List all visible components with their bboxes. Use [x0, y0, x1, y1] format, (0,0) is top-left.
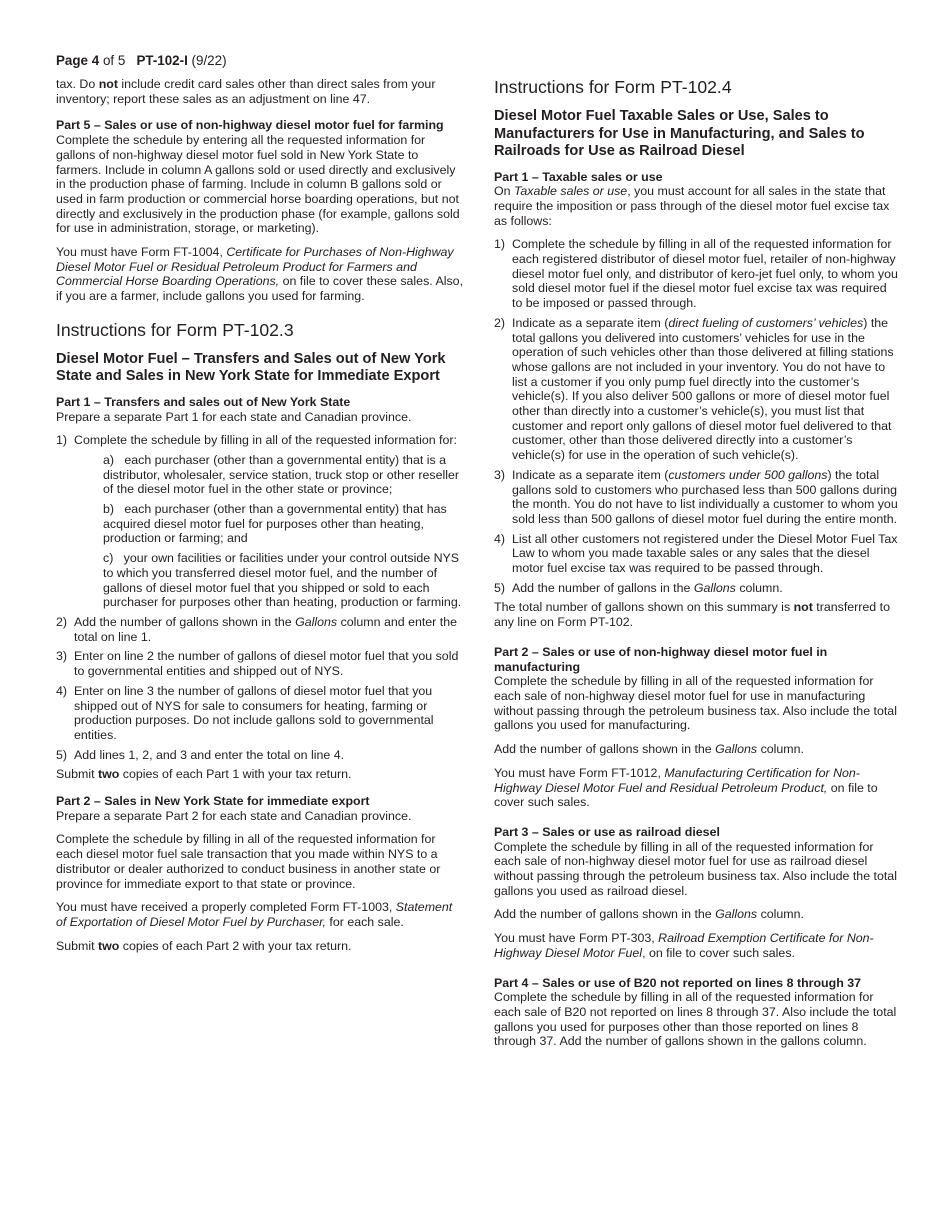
text-run: copies of each Part 1 with your tax return. — [119, 767, 352, 782]
pt1024-part2-paragraph: Complete the schedule by filling in all of the requested information for each sale of non-highway diesel motor fuel for use in manufacturing without passing through the petroleum business tax. Also include the total gallons you used for manufacturing. — [494, 674, 897, 733]
text-run: Add lines 1, 2, and 3 and enter the total on line 4. — [74, 747, 345, 762]
item-number: 3) — [56, 649, 68, 664]
item-text — [512, 316, 894, 462]
pt1023-part1-lead: Prepare a separate Part 1 for each state and Canadian province. — [56, 409, 412, 424]
text-run: Railroad Exemption Certificate for Non-Highway Diesel Motor Fuel — [494, 931, 874, 960]
pt1024-part4-paragraph: Complete the schedule by filling in all of the requested information for each sale of B20 not reported on lines 8 through 37. Also include the total gallons you used for purposes other than those reported on lines 8 through 37. Add the number of gallons shown in the gallons column. — [494, 990, 897, 1049]
text-run: Indicate as a separate item ( — [512, 315, 669, 330]
text-run: Add the number of gallons in the — [512, 580, 694, 595]
text-run: tax. Do — [56, 77, 99, 91]
text-run: two — [98, 767, 120, 782]
numbered-item — [56, 615, 464, 644]
text-run: on file to cover these sales. Also, if you are a farmer, include gallons you used for farming. — [56, 274, 464, 304]
pt1023-part1-list — [56, 433, 464, 762]
pt1024-part3-paragraph: Complete the schedule by filling in all of the requested information for each sale of non-highway diesel motor fuel for use as railroad diesel without passing through the petroleum business tax. Also include the total gallons you used as railroad diesel. — [494, 839, 897, 898]
text-run: Indicate as a separate item ( — [512, 467, 669, 482]
text-run: transferred to any line on Form PT-102. — [494, 600, 890, 630]
sub-item — [88, 453, 464, 497]
sub-item-text: your own facilities or facilities under your control outside NYS to which you transferred diesel motor fuel, and the number of gallons of diesel motor fuel that you shipped or sold to each purchaser for purposes other than heating, production or farming. — [103, 551, 462, 610]
item-number: 5) — [56, 747, 68, 762]
item-text — [512, 581, 783, 595]
pt1024-part1-list — [494, 237, 898, 595]
sub-item-letter: b) — [103, 502, 115, 517]
part5-paragraph: Complete the schedule by entering all the requested information for gallons of non-highway diesel motor fuel sold in New York State to farmers. Include in column A gallons sold or used directly and exclusively in the production phase of farming. Include in column B gallons sold or used in farm production or commercial horse boarding operations, but not directly and exclusively in the production phase (for example, gallons sold for use in administration, storage, or marketing). — [56, 133, 460, 236]
numbered-item — [494, 532, 898, 576]
text-run: Manufacturing Certification for Non-Highway Diesel Motor Fuel and Residual Petroleum Product, — [494, 765, 860, 795]
text-run: Add the number of gallons shown in the — [494, 907, 716, 922]
text-run: column. — [735, 580, 783, 595]
left-column — [56, 77, 464, 962]
text-run: column and enter the total on line 1. — [74, 614, 457, 644]
pt1023-part2-lead: Prepare a separate Part 2 for each state and Canadian province. — [56, 808, 412, 823]
text-run: Statement of Exportation of Diesel Motor Fuel by Purchaser, — [56, 900, 453, 929]
form-date: (9/22) — [191, 53, 227, 68]
text-run: Add the number of gallons shown in the — [494, 742, 716, 757]
text-run: On — [494, 184, 514, 199]
text-run: not — [793, 600, 813, 615]
item-number: 4) — [56, 683, 68, 698]
text-run: for each sale. — [325, 914, 404, 929]
text-run: include credit card sales other than direct sales from your inventory; report these sales as an adjustment on line 47. — [56, 77, 436, 106]
text-run: , on file to cover such sales. — [642, 945, 795, 960]
text-run: You must have Form FT-1004, — [56, 245, 227, 260]
text-run: Complete the schedule by filling in all of the requested information for each registered distributor of diesel motor fuel, retailer of non-highway diesel motor fuel only, and distributor of kero-jet fuel only, to whom you sold diesel motor fuel if the diesel motor fuel excise tax was required to be imposed or passed through. — [512, 237, 898, 311]
text-run: , you must account for all sales in the state that require the imposition or pass through of the diesel motor fuel excise tax as follows: — [494, 184, 890, 228]
instructions-pt1024-title: Instructions for Form PT-102.4 — [494, 77, 732, 97]
text-run: Certificate for Purchases of Non-Highway Diesel Motor Fuel or Residual Petroleum Product for Farmers and Commercial Horse Boarding Operations, — [56, 245, 454, 289]
text-run: two — [98, 938, 120, 953]
item-number: 1) — [56, 433, 68, 448]
instructions-pt1023-title: Instructions for Form PT-102.3 — [56, 319, 294, 340]
text-run: The total number of gallons shown on this summary is — [494, 600, 794, 615]
numbered-item — [56, 684, 464, 743]
text-run: Enter on line 3 the number of gallons of diesel motor fuel that you shipped out of NYS for sale to consumers for heating, farming or production purposes. Do not include gallons sold to governmental entities. — [74, 683, 434, 742]
text-run: not — [98, 77, 118, 91]
numbered-item — [56, 649, 464, 678]
pt1024-part3-form — [494, 931, 898, 960]
numbered-item — [494, 468, 898, 527]
item-text — [74, 433, 457, 447]
item-text — [512, 532, 897, 575]
text-run: You must have received a properly completed Form FT-1003, — [56, 900, 396, 915]
sub-item-text: each purchaser (other than a governmental entity) that is a distributor, wholesaler, service station, truck stop or other reseller of the diesel motor fuel in the other state or province; — [103, 452, 460, 497]
item-text — [74, 684, 434, 742]
pt1024-part2-form — [494, 766, 898, 810]
pt1023-part2-paragraph: Complete the schedule by filling in all of the requested information for each diesel motor fuel sale transaction that you made within NYS to a distributor or dealer authorized to conduct business in another state or province for immediate export to that state or province. — [56, 832, 441, 891]
part5-form-paragraph — [56, 245, 464, 304]
item-number: 2) — [56, 614, 68, 629]
item-number: 4) — [494, 531, 506, 546]
pt1023-part2-submit — [56, 939, 464, 954]
pt1024-part3-heading: Part 3 – Sales or use as railroad diesel — [494, 824, 720, 839]
pt1024-part2-heading: Part 2 – Sales or use of non-highway diesel motor fuel in manufacturing — [494, 644, 828, 674]
sub-item — [88, 502, 464, 546]
pt1024-part4-heading: Part 4 – Sales or use of B20 not reported on lines 8 through 37 — [494, 975, 861, 990]
text-run: ) the total gallons sold to customers who purchased less than 500 gallons during the month. You do not have to list individually a customer to whom you sold less than 500 gallons of diesel motor fuel during the entire month. — [512, 467, 898, 526]
text-run: Gallons — [295, 614, 338, 629]
numbered-item — [494, 316, 898, 463]
text-run: Add the number of gallons shown in the — [74, 614, 296, 629]
text-run: on file to cover such sales. — [494, 780, 878, 810]
part5-heading: Part 5 – Sales or use of non-highway diesel motor fuel for farming — [56, 118, 444, 133]
text-run: Gallons — [693, 580, 736, 595]
instructions-pt1024-subtitle: Diesel Motor Fuel Taxable Sales or Use, Sales to Manufacturers for Use in Manufacturing, and Sales to Railroads for Use as Railroad Diesel — [494, 108, 865, 159]
form-number: PT-102-I — [136, 53, 188, 68]
intro-paragraph — [56, 77, 464, 106]
sub-item-text: each purchaser (other than a governmental entity) that has acquired diesel motor fuel for purposes other than heating, production or farming; and — [103, 502, 447, 546]
page-header — [56, 53, 227, 69]
text-run: customers under 500 gallons — [668, 467, 828, 482]
page-number: 4 — [91, 53, 100, 68]
text-run: List all other customers not registered under the Diesel Motor Fuel Tax Law to whom you made taxable sales or any sales that the diesel motor fuel excise tax was required to be passed through. — [512, 531, 898, 576]
pt1023-part1-heading: Part 1 – Transfers and sales out of New York State — [56, 394, 351, 409]
pt1023-part1-submit — [56, 767, 464, 782]
text-run: Submit — [56, 938, 99, 953]
text-run: column. — [757, 907, 804, 922]
item-text — [512, 237, 898, 310]
text-run: Gallons — [715, 742, 758, 757]
pt1024-part1-total — [494, 600, 898, 629]
item-text — [512, 468, 898, 526]
text-run: column. — [757, 742, 804, 757]
text-run: Taxable sales or use — [513, 184, 628, 199]
numbered-item — [494, 581, 898, 596]
numbered-item — [56, 748, 464, 763]
item-text — [74, 748, 344, 762]
text-run: Enter on line 2 the number of gallons of diesel motor fuel that you sold to governmental entities and shipped out of NYS. — [74, 649, 459, 679]
pt1024-part1-lead — [494, 184, 898, 228]
pt1023-part2-form-paragraph — [56, 900, 464, 929]
text-run: direct fueling of customers’ vehicles — [668, 315, 864, 330]
text-run: You must have Form PT-303, — [494, 931, 659, 946]
pt1024-part1-heading: Part 1 – Taxable sales or use — [494, 169, 663, 184]
pt1024-part2-add — [494, 742, 898, 757]
page-label: Page — [56, 53, 89, 68]
sub-item-letter: a) — [103, 452, 115, 467]
page-total: of 5 — [102, 53, 126, 68]
text-run: Gallons — [715, 907, 758, 922]
item-number: 5) — [494, 580, 506, 595]
sub-item — [88, 551, 464, 610]
numbered-item — [494, 237, 898, 311]
item-number: 3) — [494, 467, 506, 482]
text-run: copies of each Part 2 with your tax return. — [119, 938, 352, 953]
item-text — [74, 615, 457, 644]
text-run: Complete the schedule by filling in all of the requested information for: — [74, 433, 457, 448]
numbered-item — [56, 433, 464, 610]
item-number: 1) — [494, 237, 506, 252]
item-text — [74, 649, 458, 678]
text-run: ) the total gallons you delivered into customers’ vehicles for use in the operation of such vehicles other than those delivered at filling stations whose gallons are not included in your inventory. You do not have to list a customer if you only pump fuel directly into the customer’s vehicle(s). If you also deliver 500 gallons or more of diesel motor fuel other than directly into a customer’s vehicle(s), you must list that customer and report only gallons of diesel motor fuel delivered to that customer, other than those delivered directly into a customer’s vehicle(s) for use in the operation of such vehicle(s). — [512, 315, 894, 463]
text-run: Submit — [56, 767, 99, 782]
instructions-pt1023-subtitle: Diesel Motor Fuel – Transfers and Sales out of New York State and Sales in New York State for Immediate Export — [56, 350, 446, 385]
sub-item-letter: c) — [103, 551, 114, 566]
text-run: You must have Form FT-1012, — [494, 765, 665, 780]
item-number: 2) — [494, 315, 506, 330]
pt1023-part2-heading: Part 2 – Sales in New York State for immediate export — [56, 794, 370, 809]
pt1024-part3-add — [494, 907, 898, 922]
right-column — [494, 77, 898, 1058]
